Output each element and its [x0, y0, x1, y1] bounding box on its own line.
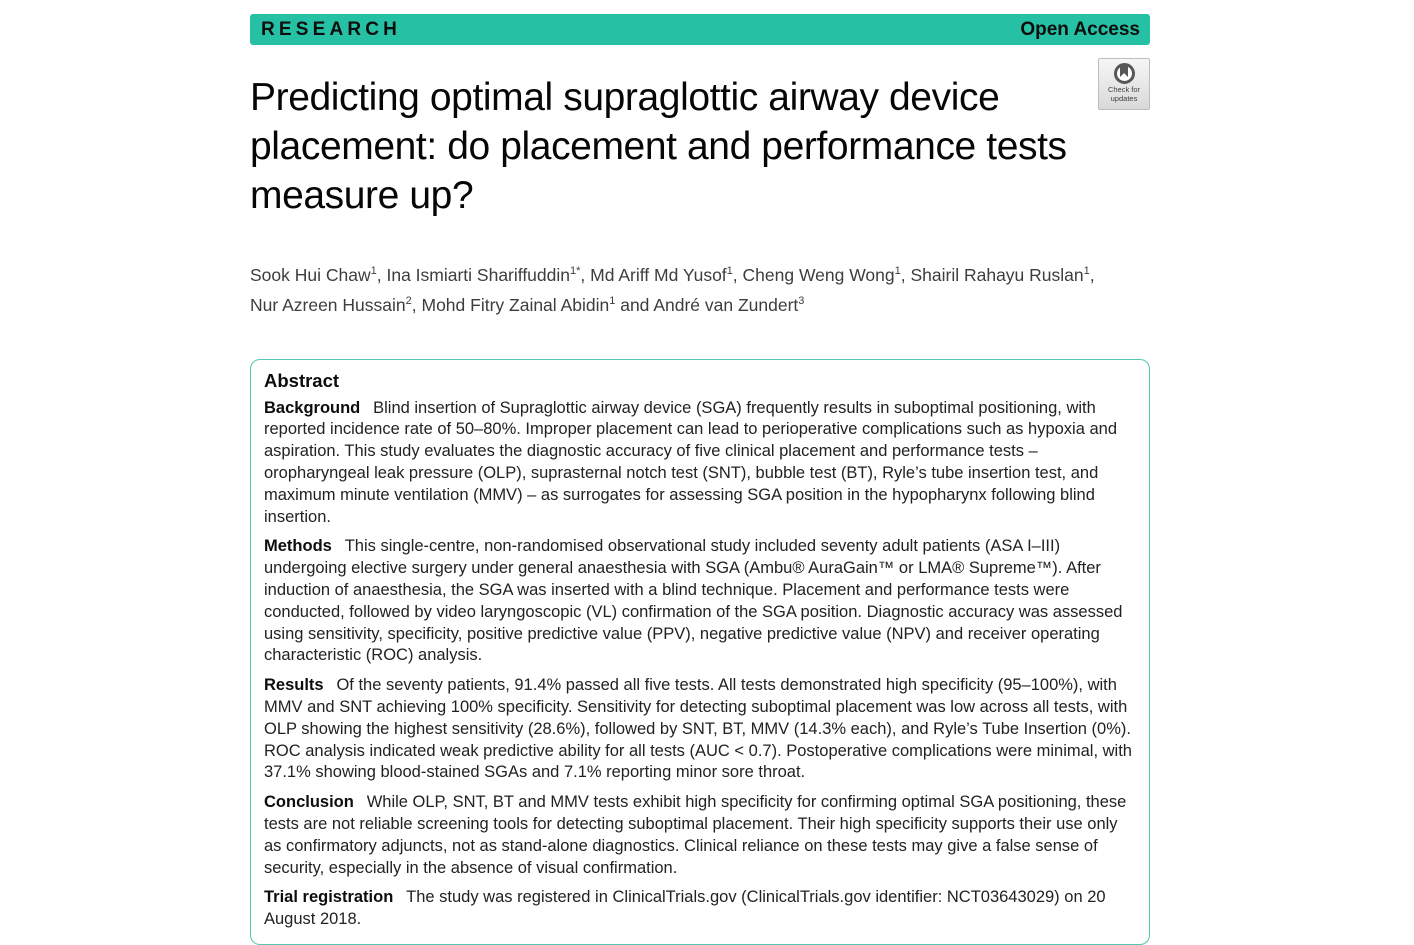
abstract-heading: Abstract: [264, 369, 340, 391]
author-affiliation-sup: 1: [1083, 265, 1090, 277]
author-affiliation-sup: 2: [405, 294, 412, 307]
abstract-section: [264, 398, 1135, 529]
author-name: André van Zundert: [653, 294, 799, 315]
section-label: Background: [264, 398, 361, 417]
open-access-label: Open Access: [1020, 18, 1140, 40]
author-name: Mohd Fitry Zainal Abidin: [421, 294, 610, 315]
author-affiliation-sup: 1*: [570, 265, 581, 277]
abstract-box: [250, 359, 1150, 945]
section-text: This single-centre, non-randomised observational study included seventy adult patients (ASA I–III) undergoing elective surgery under general anaesthesia with SGA (Ambu® AuraGain™ or LMA® Supreme™). After induction of anaesthesia, the SGA was inserted with a blind technique. Placement and performance tests were conducted, followed by video laryngoscopic (VL) confirmation of the SGA position. Diagnostic accuracy was assessed using sensitivity, specificity, positive predictive value (PPV), negative predictive value (NPV) and receiver operating characteristic (ROC) analysis.: [264, 537, 1123, 665]
section-label: Results: [264, 676, 324, 695]
crossmark-icon: [1114, 63, 1135, 84]
check-for-updates-badge[interactable]: [1098, 58, 1150, 110]
author-list: Sook Hui Chaw$^1$, Ina Ismiarti Shariffuddin$^{1*}$, Md Ariff Md Yusof$^1$, Cheng Weng Wong$^1$, Shairil Rahayu Ruslan$^1$, Nur Azreen Hussain$^2$, Mohd Fitry Zainal Abidin$^1$ and André van Zundert$^3$: [250, 264, 1095, 315]
author-affiliation-sup: 1: [726, 265, 733, 277]
section-label: Conclusion: [264, 793, 354, 812]
author-name: Cheng Weng Wong: [742, 264, 895, 285]
author-name: Shairil Rahayu Ruslan: [910, 264, 1084, 285]
author-affiliation-sup: 1: [370, 265, 377, 277]
page-title: Predicting optimal supraglottic airway device placement: do placement and performance tests measure up?: [250, 76, 1067, 217]
section-text: The study was registered in ClinicalTrials.gov (ClinicalTrials.gov identifier: NCT03643029) on 20 August 2018.: [264, 888, 1106, 929]
check-for-updates-label: Check for updates: [1107, 85, 1141, 103]
abstract-section: [264, 536, 1135, 667]
section-text: While OLP, SNT, BT and MMV tests exhibit high specificity for confirming optimal SGA positioning, these tests are not reliable screening tools for detecting suboptimal placement. Their high specificity supports their use only as confirmatory adjuncts, not as stand-alone diagnostics. Clinical reliance on these tests may give a false sense of security, especially in the absence of visual confirmation.: [264, 793, 1127, 877]
abstract-section: [264, 792, 1135, 879]
author-affiliation-sup: 1: [894, 265, 901, 277]
author-affiliation-sup: 1: [609, 294, 616, 307]
author-name: Sook Hui Chaw: [250, 264, 371, 285]
article-type-label: RESEARCH: [261, 18, 402, 40]
abstract-section: [264, 675, 1135, 784]
content-column: [250, 14, 1150, 945]
section-text: Blind insertion of Supraglottic airway device (SGA) frequently results in suboptimal positioning, with reported incidence rate of 50–80%. Improper placement can lead to perioperative complications such as hypoxia and aspiration. This study evaluates the diagnostic accuracy of five clinical placement and performance tests – oropharyngeal leak pressure (OLP), suprasternal notch test (SNT), bubble test (BT), Ryle’s tube insertion test, and maximum minute ventilation (MMV) – as surrogates for assessing SGA position in the hypopharynx following blind insertion.: [264, 398, 1118, 526]
abstract-sections: [264, 398, 1135, 931]
section-text: Of the seventy patients, 91.4% passed all five tests. All tests demonstrated high specificity (95–100%), with MMV and SNT achieving 100% specificity. Sensitivity for detecting suboptimal placement was low across all tests, with OLP showing the highest sensitivity (28.6%), followed by SNT, BT, MMV (14.3% each), and Ryle’s Tube Insertion (0%). ROC analysis indicated weak predictive ability for all tests (AUC < 0.7). Postoperative complications were minimal, with 37.1% showing blood-stained SGAs and 7.1% reporting minor sore throat.: [264, 676, 1132, 782]
title-block: [250, 73, 1150, 220]
section-label: Trial registration: [264, 888, 394, 907]
section-label: Methods: [264, 537, 332, 556]
research-banner: [250, 14, 1150, 45]
author-affiliation-sup: 3: [798, 294, 805, 307]
author-name: Md Ariff Md Yusof: [590, 264, 727, 285]
author-name: Nur Azreen Hussain: [250, 294, 406, 315]
abstract-section: [264, 887, 1135, 931]
author-name: Ina Ismiarti Shariffuddin: [386, 264, 571, 285]
